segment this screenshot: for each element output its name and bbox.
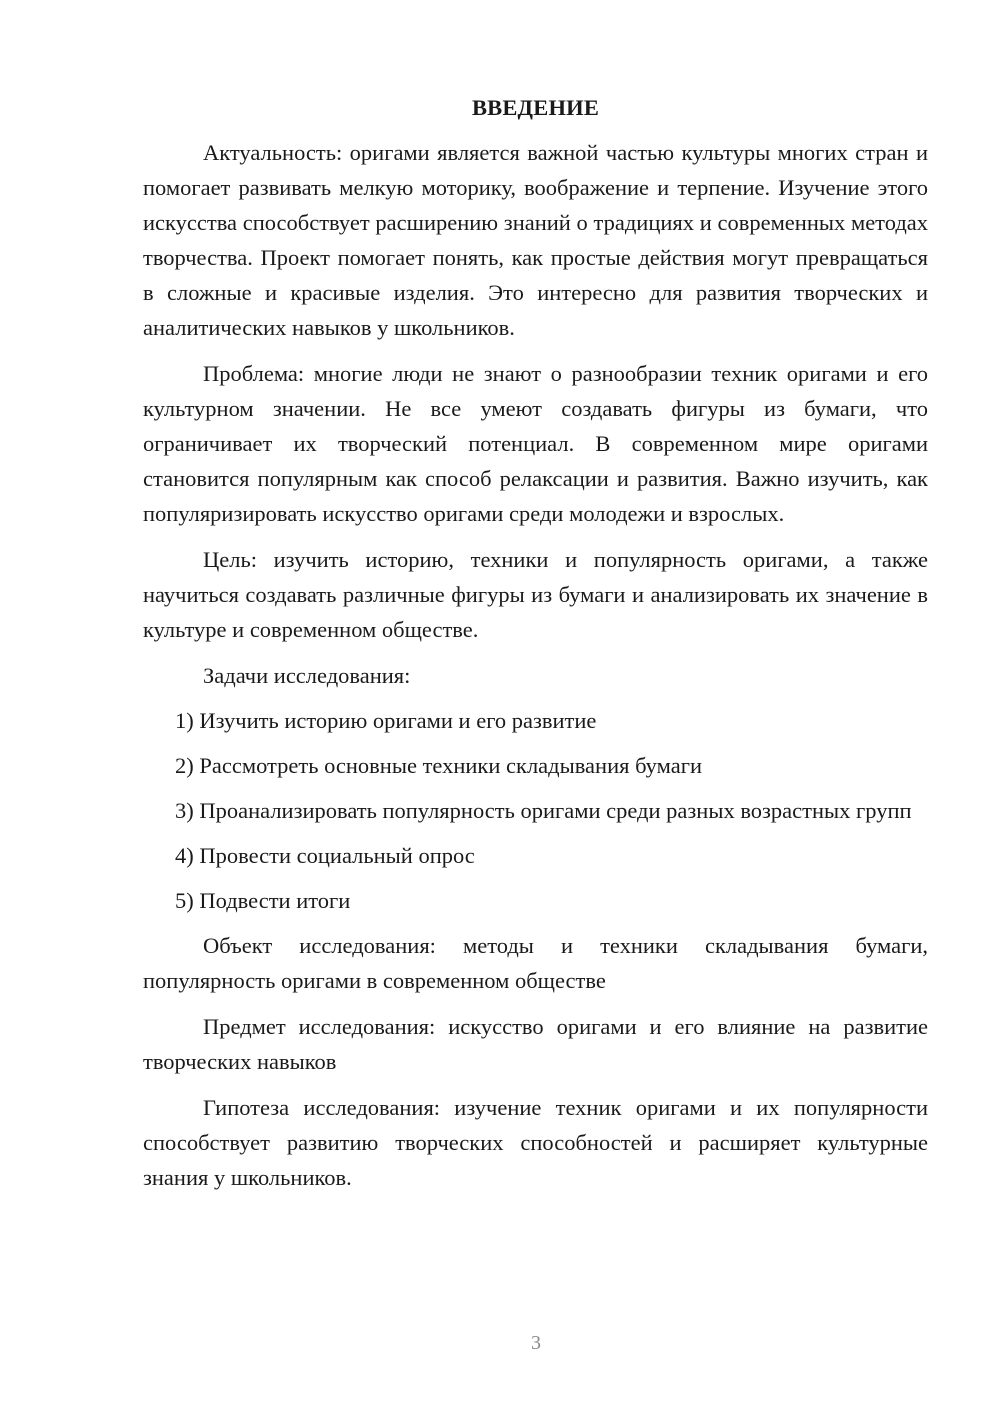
list-item: 5) Подвести итоги [175, 888, 351, 913]
goal-paragraph: Цель: изучить историю, техники и популярность оригами, а также научиться создавать различные фигуры из бумаги и анализировать их значение в культуре и современном обществе. [143, 547, 928, 642]
object-paragraph: Объект исследования: методы и техники складывания бумаги, популярность оригами в современном обществе [143, 933, 928, 993]
hypothesis-paragraph: Гипотеза исследования: изучение техник оригами и их популярности способствует развитию творческих способностей и расширяет культурные знания у школьников. [143, 1095, 928, 1190]
tasks-heading: Задачи исследования: [203, 663, 411, 688]
page-content [143, 90, 928, 1206]
relevance-paragraph: Актуальность: оригами является важной частью культуры многих стран и помогает развивать мелкую моторику, воображение и терпение. Изучение этого искусства способствует расширению знаний о традициях и современных методах творчества. Проект помогает понять, как простые действия могут превращаться в сложные и красивые изделия. Это интересно для развития творческих и аналитических навыков у школьников. [143, 140, 928, 340]
list-item: 2) Рассмотреть основные техники складывания бумаги [175, 753, 702, 778]
subject-paragraph: Предмет исследования: искусство оригами и его влияние на развитие творческих навыков [143, 1014, 928, 1074]
page-title: ВВЕДЕНИЕ [471, 95, 600, 120]
page-number: 3 [531, 1332, 541, 1354]
problem-paragraph: Проблема: многие люди не знают о разнообразии техник оригами и его культурном значении. Не все умеют создавать фигуры из бумаги, что ограничивает их творческий потенциал. В современном мире оригами становится популярным как способ релаксации и развития. Важно изучить, как популяризировать искусство оригами среди молодежи и взрослых. [143, 361, 928, 526]
list-item: 1) Изучить историю оригами и его развитие [175, 708, 597, 733]
tasks-list [143, 703, 928, 918]
list-item: 4) Провести социальный опрос [175, 843, 475, 868]
list-item: 3) Проанализировать популярность оригами среди разных возрастных групп [175, 798, 912, 823]
